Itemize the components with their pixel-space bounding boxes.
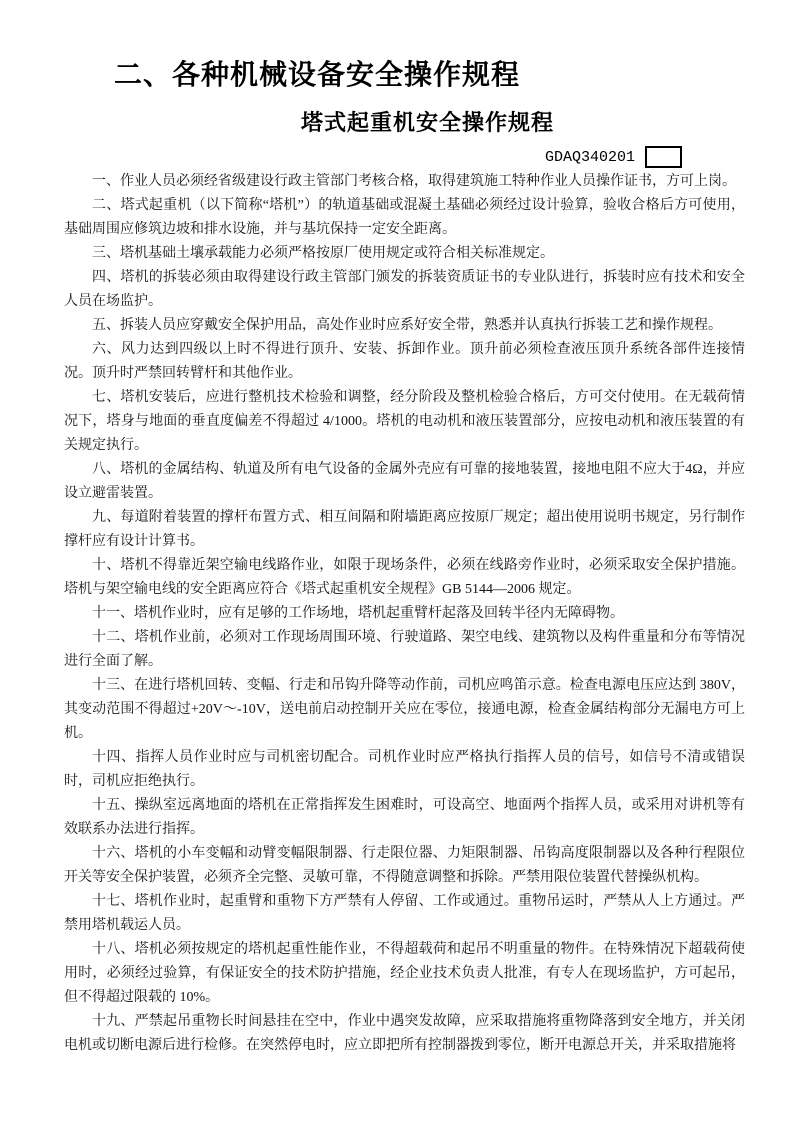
rules-list	[64, 170, 745, 1058]
rule-paragraph-7: 七、塔机安装后，应进行整机技术检验和调整，经分阶段及整机检验合格后，方可交付使用。在无载荷情况下，塔身与地面的垂直度偏差不得超过 4/1000。塔机的电动机和液压装置部分，应按电动机和液压装置的有关规定执行。	[64, 390, 745, 453]
rule-paragraph-17: 十七、塔机作业时，起重臂和重物下方严禁有人停留、工作或通过。重物吊运时，严禁从人上方通过。严禁用塔机载运人员。	[64, 894, 745, 933]
rule-paragraph-13: 十三、在进行塔机回转、变幅、行走和吊钩升降等动作前，司机应鸣笛示意。检查电源电压应达到 380V，其变动范围不得超过+20V～-10V，送电前启动控制开关应在零位，接通电源，检查金属结构部分无漏电方可上机。	[64, 678, 745, 741]
code-checkbox[interactable]	[645, 146, 682, 168]
rule-paragraph-14: 十四、指挥人员作业时应与司机密切配合。司机作业时应严格执行指挥人员的信号，如信号不清或错误时，司机应拒绝执行。	[64, 750, 745, 789]
rule-paragraph-6: 六、风力达到四级以上时不得进行顶升、安装、拆卸作业。顶升前必须检查液压顶升系统各部件连接情况。顶升时严禁回转臂杆和其他作业。	[64, 342, 745, 381]
rule-paragraph-4: 四、塔机的拆装必须由取得建设行政主管部门颁发的拆装资质证书的专业队进行，拆装时应有技术和安全人员在场监护。	[64, 270, 745, 309]
document-code-line	[64, 146, 682, 168]
rule-paragraph-5: 五、拆装人员应穿戴安全保护用品，高处作业时应系好安全带，熟悉并认真执行拆装工艺和操作规程。	[92, 318, 722, 333]
rule-paragraph-19: 十九、严禁起吊重物长时间悬挂在空中，作业中遇突发故障，应采取措施将重物降落到安全地方，并关闭电机或切断电源后进行检修。在突然停电时，应立即把所有控制器拨到零位，断开电源总开关，并采取措施将	[64, 1014, 745, 1053]
rule-paragraph-11: 十一、塔机作业时，应有足够的工作场地，塔机起重臂杆起落及回转半径内无障碍物。	[92, 606, 624, 621]
rule-paragraph-12: 十二、塔机作业前，必须对工作现场周围环境、行驶道路、架空电线、建筑物以及构件重量和分布等情况进行全面了解。	[64, 630, 745, 669]
rule-paragraph-1: 一、作业人员必须经省级建设行政主管部门考核合格，取得建筑施工特种作业人员操作证书，方可上岗。	[92, 174, 736, 189]
rule-paragraph-10: 十、塔机不得靠近架空输电线路作业，如限于现场条件，必须在线路旁作业时，必须采取安全保护措施。塔机与架空输电线的安全距离应符合《塔式起重机安全规程》GB 5144—2006 规定。	[64, 558, 745, 597]
rule-paragraph-15: 十五、操纵室远离地面的塔机在正常指挥发生困难时，可设高空、地面两个指挥人员，或采用对讲机等有效联系办法进行指挥。	[64, 798, 745, 837]
rule-paragraph-2: 二、塔式起重机（以下简称“塔机”）的轨道基础或混凝土基础必须经过设计验算，验收合格后方可使用，基础周围应修筑边坡和排水设施，并与基坑保持一定安全距离。	[64, 198, 745, 237]
rule-paragraph-3: 三、塔机基础土壤承载能力必须严格按原厂使用规定或符合相关标准规定。	[92, 246, 554, 261]
rule-paragraph-8: 八、塔机的金属结构、轨道及所有电气设备的金属外壳应有可靠的接地装置，接地电阻不应大于4Ω，并应设立避雷装置。	[64, 462, 745, 501]
rule-paragraph-18: 十八、塔机必须按规定的塔机起重性能作业，不得超载荷和起吊不明重量的物件。在特殊情况下超载荷使用时，必须经过验算，有保证安全的技术防护措施，经企业技术负责人批准，有专人在现场监护，方可起吊，但不得超过限载的 10%。	[64, 942, 745, 1005]
rule-paragraph-9: 九、每道附着装置的撑杆布置方式、相互间隔和附墙距离应按原厂规定；超出使用说明书规定，另行制作撑杆应有设计计算书。	[64, 510, 745, 549]
chapter-heading: 二、各种机械设备安全操作规程	[114, 59, 521, 90]
document-code: GDAQ340201	[544, 148, 635, 166]
page-title: 塔式起重机安全操作规程	[300, 110, 554, 135]
rule-paragraph-16: 十六、塔机的小车变幅和动臂变幅限制器、行走限位器、力矩限制器、吊钩高度限制器以及各种行程限位开关等安全保护装置，必须齐全完整、灵敏可靠，不得随意调整和拆除。严禁用限位装置代替操纵机构。	[64, 846, 745, 885]
